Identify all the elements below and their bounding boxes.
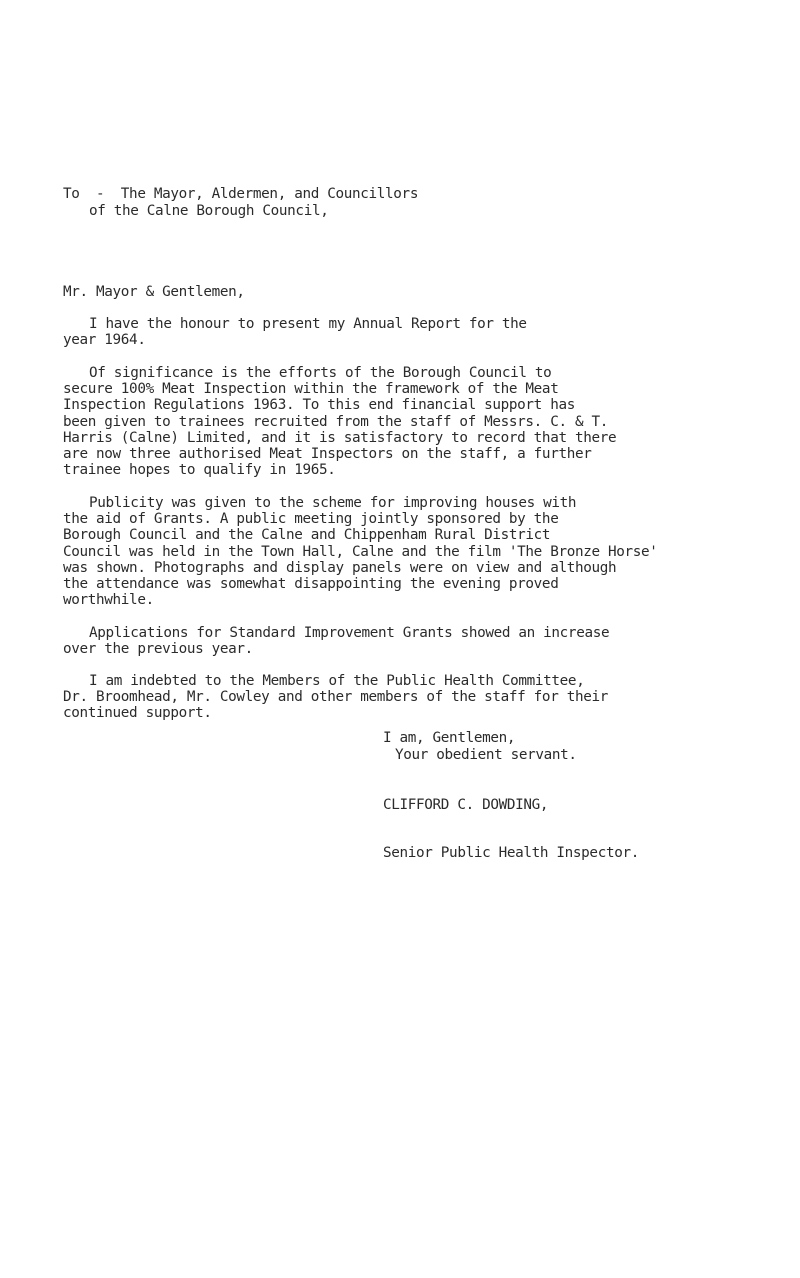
paragraph-line: Dr. Broomhead, Mr. Cowley and other members of the staff for their — [63, 689, 608, 706]
paragraph-line: Of significance is the efforts of the Borough Council to — [89, 365, 552, 381]
signatory-title: Senior Public Health Inspector. — [383, 845, 639, 861]
paragraph-line: the attendance was somewhat disappointing the evening proved — [63, 576, 559, 593]
paragraph-line: trainee hopes to qualify in 1965. — [63, 462, 336, 479]
paragraph-line: been given to trainees recruited from the staff of Messrs. C. & T. — [63, 413, 608, 430]
paragraph-line: Harris (Calne) Limited, and it is satisfactory to record that there — [63, 429, 617, 446]
paragraph-line: worthwhile. — [63, 592, 154, 609]
paragraph-line: are now three authorised Meat Inspectors on the staff, a further — [63, 446, 592, 463]
signature-name: CLIFFORD C. DOWDING, — [383, 797, 549, 813]
paragraph-line: over the previous year. — [63, 641, 253, 658]
paragraph-1 — [63, 316, 749, 349]
paragraph-line: continued support. — [63, 705, 212, 722]
paragraph-line: Applications for Standard Improvement Grants showed an increase — [89, 625, 610, 641]
paragraph-line: Borough Council and the Calne and Chippenham Rural District — [63, 527, 551, 544]
paragraph-line: I have the honour to present my Annual Report for the — [89, 316, 527, 332]
paragraph-line: Inspection Regulations 1963. To this end financial support has — [63, 397, 575, 414]
paragraph-line: Council was held in the Town Hall, Calne and the film 'The Bronze Horse' — [63, 543, 658, 560]
paragraph-line: was shown. Photographs and display panels were on view and although — [63, 559, 617, 576]
paragraph-line: I am indebted to the Members of the Public Health Committee, — [89, 673, 585, 689]
address-line-2: of the Calne Borough Council, — [89, 203, 329, 219]
address-line-1: To - The Mayor, Aldermen, and Councillors — [63, 186, 419, 202]
paragraph-2 — [63, 365, 749, 479]
closing-line-1: I am, Gentlemen, — [383, 730, 516, 746]
paragraph-4 — [63, 625, 749, 658]
paragraph-5 — [63, 673, 749, 722]
paragraph-line: year 1964. — [63, 332, 146, 349]
salutation: Mr. Mayor & Gentlemen, — [63, 284, 245, 300]
closing-line-2: Your obedient servant. — [395, 747, 577, 763]
paragraph-line: Publicity was given to the scheme for improving houses with — [89, 495, 577, 511]
paragraph-line: secure 100% Meat Inspection within the framework of the Meat — [63, 381, 559, 398]
paragraph-line: the aid of Grants. A public meeting jointly sponsored by the — [63, 511, 559, 528]
paragraph-3 — [63, 495, 749, 609]
